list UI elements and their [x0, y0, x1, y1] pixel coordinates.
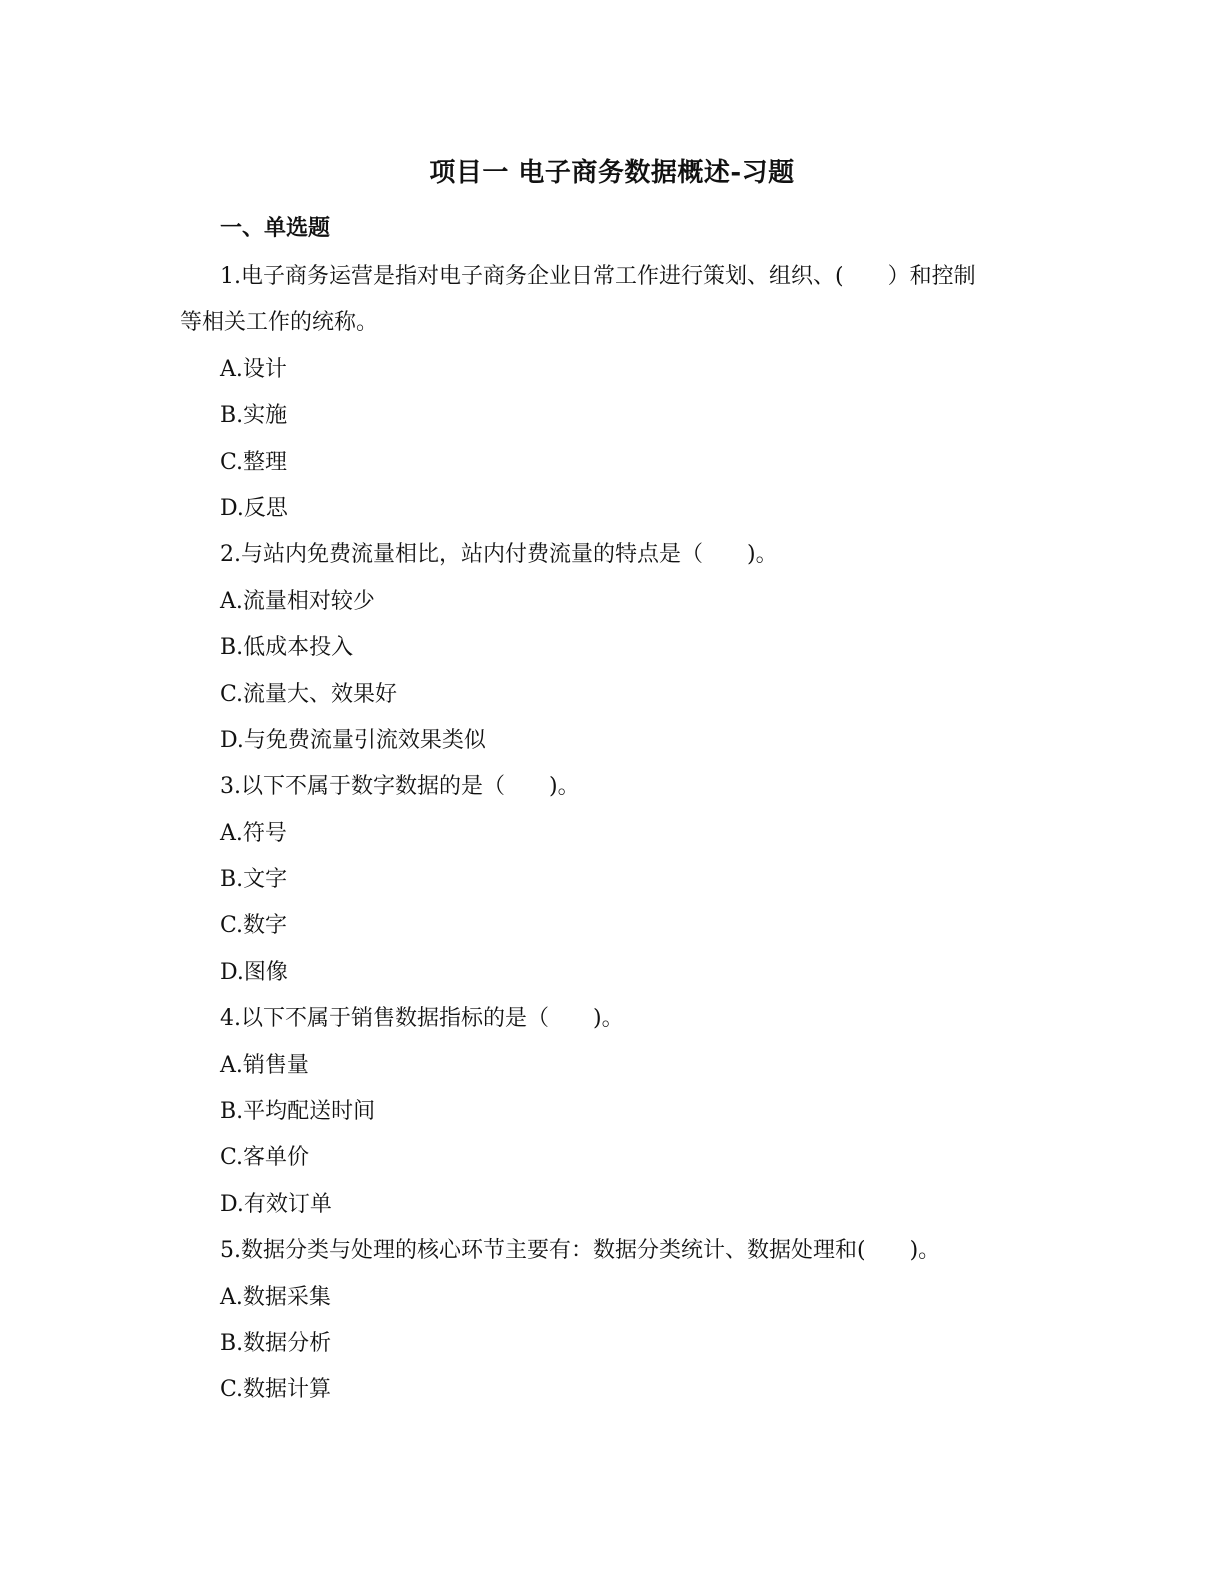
- question-1-text-line-1: 1.电子商务运营是指对电子商务企业日常工作进行策划、组织、( ）和控制: [220, 264, 976, 289]
- question-2-option-c: C.流量大、效果好: [220, 681, 398, 707]
- question-1-option-d: D.反思: [220, 495, 288, 521]
- question-4-option-b: B.平均配送时间: [220, 1099, 376, 1125]
- question-5-option-c: C.数据计算: [220, 1377, 332, 1403]
- question-3-option-a: A.符号: [220, 820, 287, 846]
- question-list: [180, 254, 1050, 1414]
- question-5-text: 5.数据分类与处理的核心环节主要有：数据分类统计、数据处理和( )。: [220, 1238, 941, 1264]
- question-3-option-d: D.图像: [220, 959, 288, 985]
- question-4-option-c: C.客单价: [220, 1145, 310, 1171]
- question-1-text-line-2: 等相关工作的统称。: [180, 310, 379, 336]
- question-5-option-a: A.数据采集: [220, 1284, 331, 1310]
- question-2-option-b: B.低成本投入: [220, 635, 354, 661]
- question-3-text: 3.以下不属于数字数据的是（ )。: [220, 774, 580, 800]
- section-heading-single-choice: 一、单选题: [220, 215, 331, 241]
- question-1-option-c: C.整理: [220, 449, 288, 475]
- question-2-option-a: A.流量相对较少: [220, 588, 375, 614]
- question-5-option-b: B.数据分析: [220, 1330, 332, 1356]
- question-4-option-a: A.销售量: [220, 1052, 309, 1078]
- question-2-option-d: D.与免费流量引流效果类似: [220, 727, 486, 753]
- question-1-option-b: B.实施: [220, 403, 288, 429]
- question-4-text: 4.以下不属于销售数据指标的是（ )。: [220, 1006, 624, 1032]
- question-3-option-b: B.文字: [220, 867, 288, 893]
- question-1-option-a: A.设计: [220, 356, 287, 382]
- document-title: 项目一 电子商务数据概述-习题: [429, 158, 795, 188]
- question-2-text: 2.与站内免费流量相比，站内付费流量的特点是（ )。: [220, 542, 778, 568]
- question-4-option-d: D.有效订单: [220, 1191, 332, 1217]
- question-3-option-c: C.数字: [220, 913, 288, 939]
